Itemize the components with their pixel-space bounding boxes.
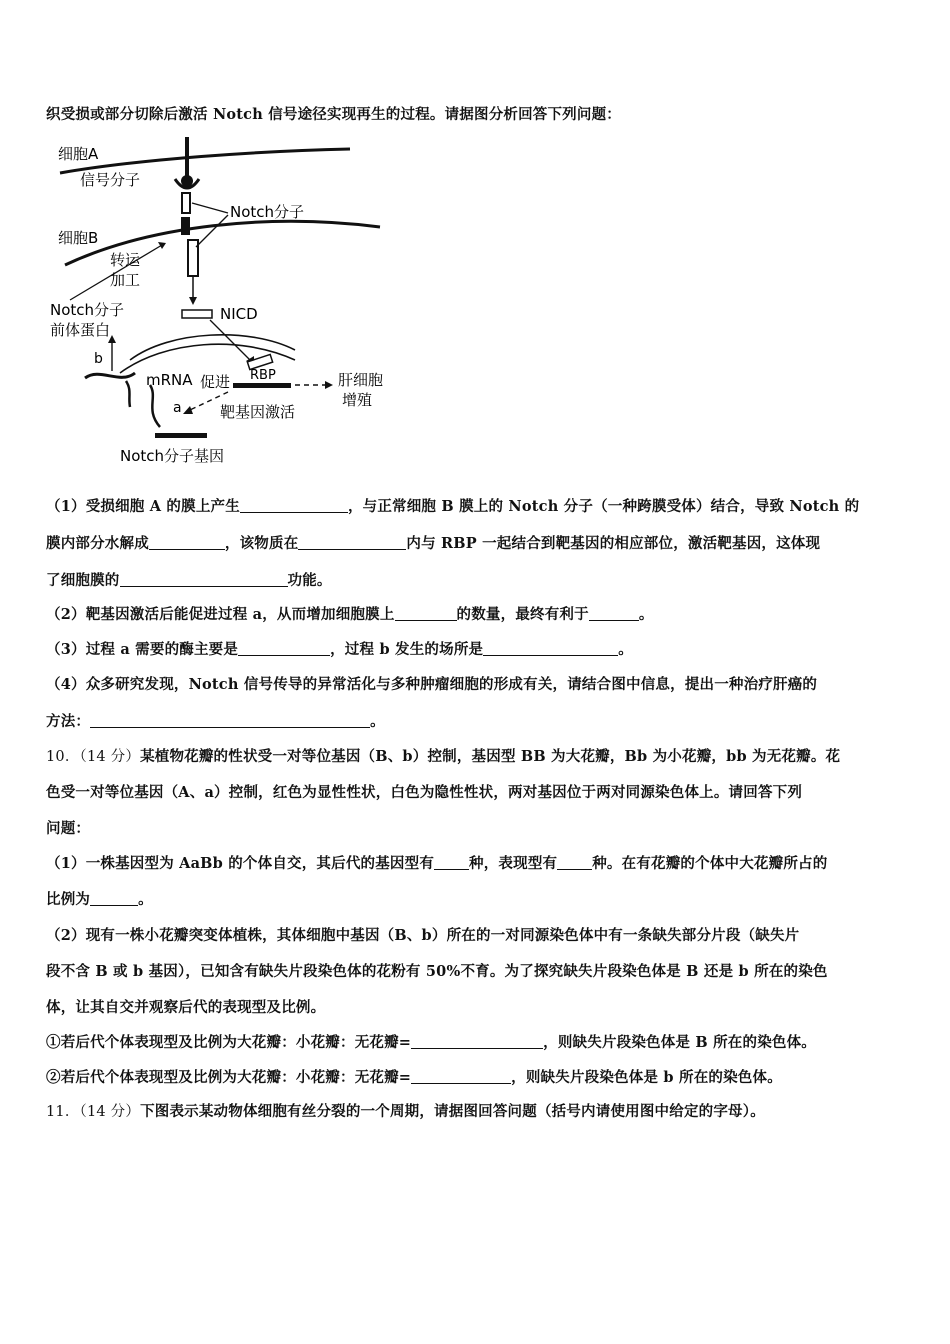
- q10-part1-line1: （1）一株基因型为 AaBb 的个体自交，其后代的基因型有 种，表现型有 种。在有花瓣的个体中大花瓣所占的: [46, 855, 828, 872]
- q9-part2: （2）靶基因激活后能促进过程 a，从而增加细胞膜上 的数量，最终有利于 。: [46, 606, 654, 623]
- label-signal-molecule: 信号分子: [80, 171, 141, 189]
- answer-blank[interactable]: [483, 654, 618, 656]
- label-cell-a: 细胞A: [58, 145, 99, 163]
- answer-blank[interactable]: [395, 619, 457, 621]
- q10-stem-line2: 色受一对等位基因（A、a）控制，红色为显性性状，白色为隐性性状，两对基因位于两对同源染色体上。请回答下列: [46, 784, 803, 801]
- label-cell-b: 细胞B: [58, 229, 99, 247]
- cell-a-membrane: [60, 149, 350, 173]
- answer-blank[interactable]: [411, 1082, 511, 1084]
- q10-stem-line3: 问题：: [46, 820, 91, 837]
- answer-blank[interactable]: [434, 868, 469, 870]
- label-precursor-1: Notch分子: [50, 301, 125, 319]
- q9-part4-line2: 方法： 。: [46, 713, 385, 730]
- label-precursor-2: 前体蛋白: [50, 321, 111, 339]
- label-process-a: a: [173, 400, 182, 416]
- q10-stem-line1: 10．（14 分）某植物花瓣的性状受一对等位基因（B、b）控制，基因型 BB 为大花瓣，Bb 为小花瓣，bb 为无花瓣。花: [46, 748, 841, 765]
- label-liver-cell: 肝细胞: [338, 371, 384, 389]
- label-notch-molecule: Notch分子: [230, 203, 305, 221]
- q10-part1-line2: 比例为 。: [46, 891, 153, 908]
- label-notch-gene: Notch分子基因: [120, 447, 225, 465]
- label-promote: 促进: [200, 373, 231, 391]
- notch-pathway-diagram: [50, 135, 400, 470]
- q9-part4-line1: （4）众多研究发现，Notch 信号传导的异常活化与多种肿瘤细胞的形成有关，请结合图中信息，提出一种治疗肝癌的: [46, 676, 818, 693]
- label-proliferation: 增殖: [342, 391, 373, 409]
- answer-blank[interactable]: [238, 654, 330, 656]
- intro-text: 织受损或部分切除后激活 Notch 信号途径实现再生的过程。请据图分析回答下列问题：: [46, 106, 621, 123]
- q9-part3: （3）过程 a 需要的酶主要是 ，过程 b 发生的场所是 。: [46, 641, 633, 658]
- answer-blank[interactable]: [589, 619, 639, 621]
- q10-number: 10．（14 分）: [46, 749, 141, 765]
- label-nicd: NICD: [220, 305, 258, 323]
- label-process-b: b: [94, 351, 103, 367]
- label-mrna: mRNA: [146, 371, 193, 389]
- answer-blank[interactable]: [240, 511, 348, 513]
- answer-blank[interactable]: [90, 904, 138, 906]
- label-processing: 加工: [110, 271, 141, 289]
- q10-part2-line2: 段不含 B 或 b 基因），已知含有缺失片段染色体的花粉有 50%不育。为了探究缺失片段染色体是 B 还是 b 所在的染色: [46, 963, 828, 980]
- q9-part1-line2: 膜内部分水解成 ，该物质在 内与 RBP 一起结合到靶基因的相应部位，激活靶基因，这体现: [46, 535, 821, 552]
- answer-blank[interactable]: [90, 726, 370, 728]
- q10-part2-line1: （2）现有一株小花瓣突变体植株，其体细胞中基因（B、b）所在的一对同源染色体中有一条缺失部分片段（缺失片: [46, 927, 800, 944]
- q9-part1-line1: （1）受损细胞 A 的膜上产生 ，与正常细胞 B 膜上的 Notch 分子（一种跨膜受体）结合，导致 Notch 的: [46, 498, 860, 515]
- answer-blank[interactable]: [120, 585, 288, 587]
- label-target-gene: 靶基因激活: [220, 403, 296, 421]
- q11-number: 11．（14 分）: [46, 1104, 141, 1120]
- label-rbp: RBP: [250, 368, 276, 383]
- answer-blank[interactable]: [149, 548, 225, 550]
- answer-blank[interactable]: [557, 868, 592, 870]
- q11-stem: 11．（14 分）下图表示某动物体细胞有丝分裂的一个周期，请据图回答问题（括号内请使用图中给定的字母）。: [46, 1103, 765, 1120]
- q10-part2-line3: 体，让其自交并观察后代的表现型及比例。: [46, 999, 326, 1016]
- q10-case2: ②若后代个体表现型及比例为大花瓣：小花瓣：无花瓣= ，则缺失片段染色体是 b 所在的染色体。: [46, 1069, 782, 1086]
- q10-case1: ①若后代个体表现型及比例为大花瓣：小花瓣：无花瓣= ，则缺失片段染色体是 B 所在的染色体。: [46, 1034, 817, 1051]
- label-transport: 转运: [110, 251, 141, 269]
- answer-blank[interactable]: [298, 548, 406, 550]
- q9-part1-line3: 了细胞膜的 功能。: [46, 572, 332, 589]
- answer-blank[interactable]: [411, 1047, 543, 1049]
